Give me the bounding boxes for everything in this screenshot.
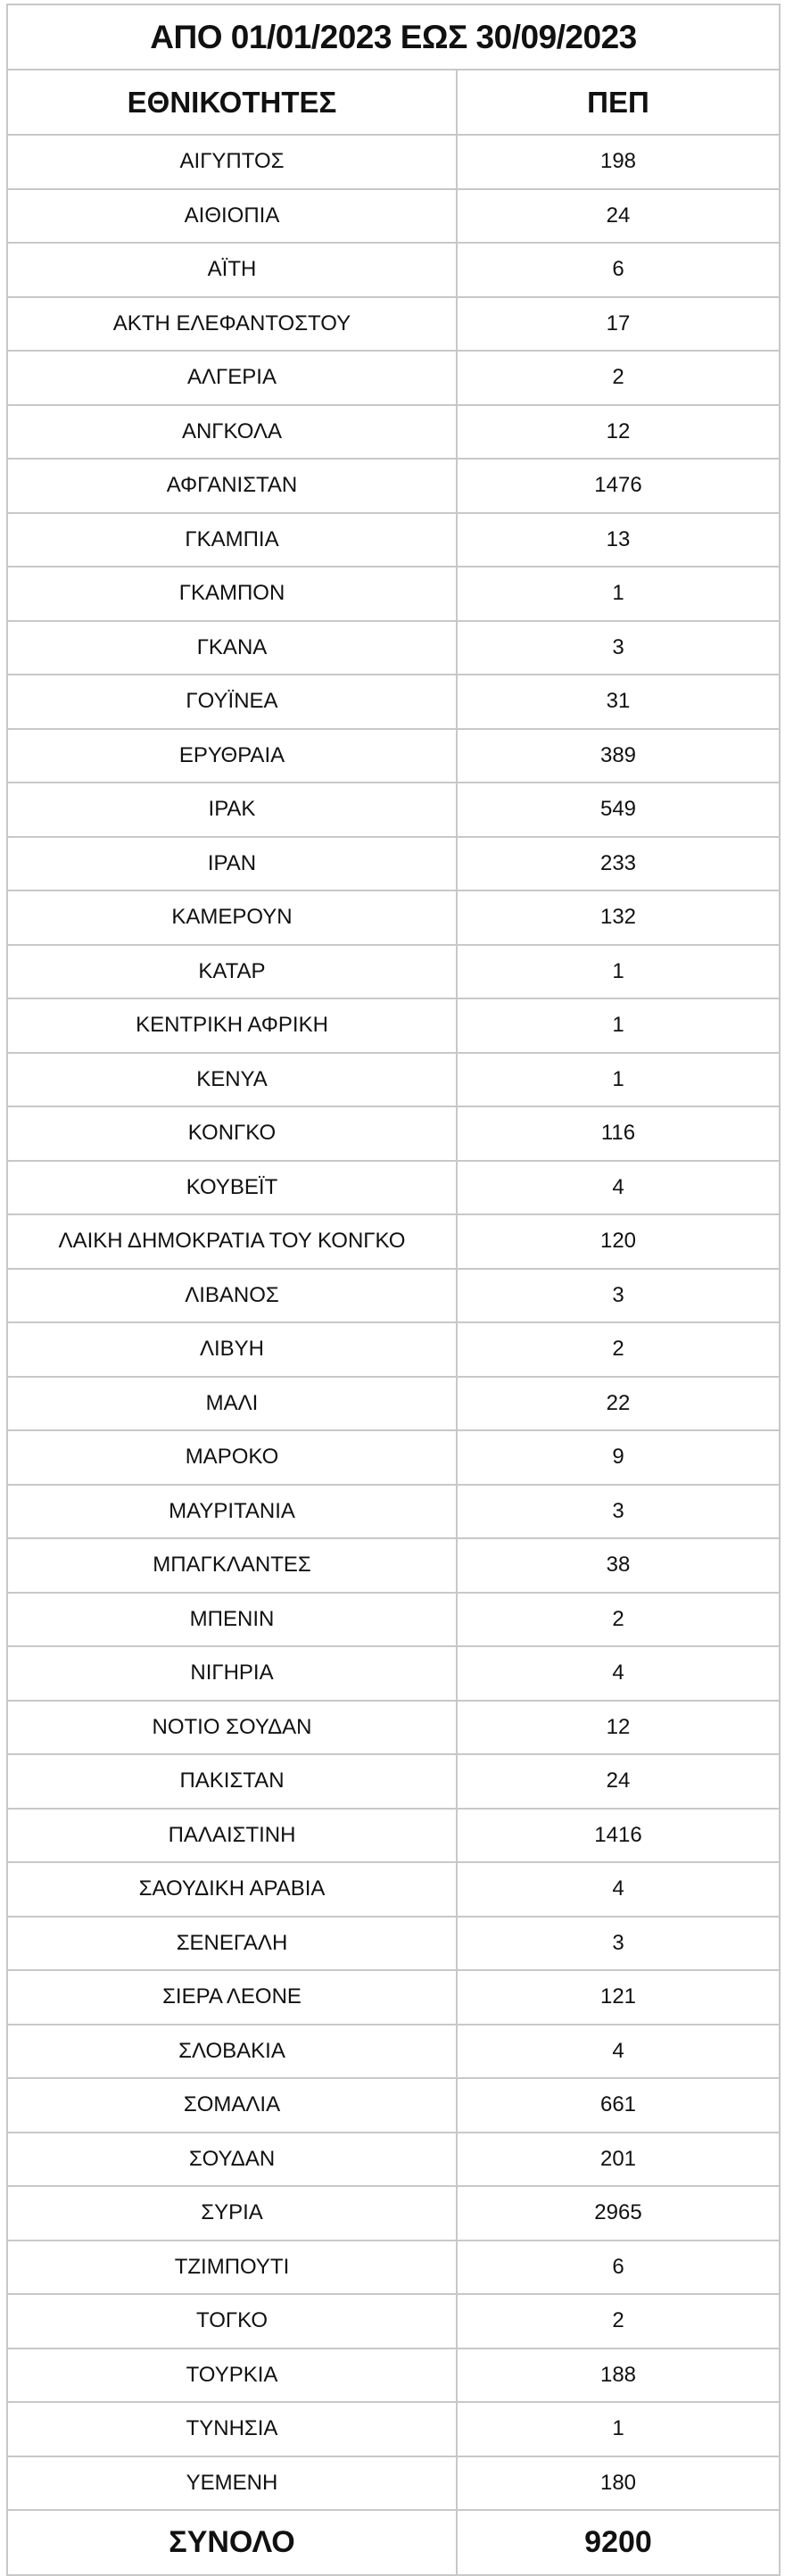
- nationality-cell: ΚΕΝΤΡΙΚΗ ΑΦΡΙΚΗ: [7, 998, 457, 1053]
- count-cell: 2965: [457, 2186, 780, 2241]
- nationality-cell: ΣΙΕΡΑ ΛΕΟΝΕ: [7, 1970, 457, 2025]
- nationality-cell: ΠΑΚΙΣΤΑΝ: [7, 1754, 457, 1809]
- table-row: [7, 2241, 780, 2295]
- table-row: [7, 1106, 780, 1161]
- table-row: [7, 945, 780, 999]
- count-cell: 31: [457, 675, 780, 729]
- table-row: [7, 189, 780, 244]
- count-cell: 38: [457, 1538, 780, 1593]
- nationality-cell: ΛΙΒΑΝΟΣ: [7, 1269, 457, 1323]
- table-row: [7, 2078, 780, 2133]
- table-row: [7, 1322, 780, 1377]
- count-cell: 3: [457, 1485, 780, 1539]
- table-row: [7, 998, 780, 1053]
- nationality-cell: ΛΑΙΚΗ ΔΗΜΟΚΡΑΤΙΑ ΤΟΥ ΚΟΝΓΚΟ: [7, 1214, 457, 1269]
- count-cell: 22: [457, 1377, 780, 1431]
- nationality-cell: ΓΚΑΝΑ: [7, 621, 457, 675]
- nationality-cell: ΚΑΤΑΡ: [7, 945, 457, 999]
- count-cell: 120: [457, 1214, 780, 1269]
- nationality-cell: ΓΚΑΜΠΙΑ: [7, 513, 457, 567]
- nationality-cell: ΣΥΡΙΑ: [7, 2186, 457, 2241]
- table-row: [7, 621, 780, 675]
- table-row: [7, 243, 780, 297]
- count-cell: 1: [457, 945, 780, 999]
- count-cell: 4: [457, 1862, 780, 1917]
- table-row: [7, 2348, 780, 2403]
- nationality-cell: ΙΡΑΝ: [7, 837, 457, 891]
- table-row: [7, 1430, 780, 1485]
- nationality-cell: ΕΡΥΘΡΑΙΑ: [7, 729, 457, 783]
- nationality-cell: ΣΟΜΑΛΙΑ: [7, 2078, 457, 2133]
- title-row: [7, 4, 780, 70]
- count-cell: 6: [457, 2241, 780, 2295]
- count-cell: 1: [457, 2402, 780, 2456]
- count-cell: 2: [457, 351, 780, 405]
- count-cell: 17: [457, 297, 780, 352]
- count-cell: 2: [457, 1593, 780, 1647]
- header-row: [7, 70, 780, 135]
- table-row: [7, 2133, 780, 2187]
- table-row: [7, 297, 780, 352]
- count-cell: 2: [457, 1322, 780, 1377]
- count-cell: 389: [457, 729, 780, 783]
- table-row: [7, 1161, 780, 1215]
- table-row: [7, 1646, 780, 1701]
- table-row: [7, 729, 780, 783]
- table-row: [7, 2186, 780, 2241]
- nationality-cell: ΥΕΜΕΝΗ: [7, 2456, 457, 2511]
- nationality-cell: ΑΪΤΗ: [7, 243, 457, 297]
- table-row: [7, 890, 780, 945]
- count-cell: 121: [457, 1970, 780, 2025]
- count-cell: 198: [457, 135, 780, 189]
- nationality-cell: ΜΑΡΟΚΟ: [7, 1430, 457, 1485]
- count-cell: 12: [457, 1701, 780, 1755]
- table-row: [7, 1214, 780, 1269]
- count-cell: 3: [457, 1917, 780, 1971]
- table-row: [7, 1269, 780, 1323]
- nationality-cell: ΜΠΑΓΚΛΑΝΤΕΣ: [7, 1538, 457, 1593]
- table-row: [7, 1917, 780, 1971]
- nationality-cell: ΣΛΟΒΑΚΙΑ: [7, 2025, 457, 2079]
- count-cell: 3: [457, 1269, 780, 1323]
- nationality-cell: ΑΝΓΚΟΛΑ: [7, 405, 457, 460]
- table-row: [7, 2402, 780, 2456]
- table-row: [7, 837, 780, 891]
- nationality-cell: ΜΑΛΙ: [7, 1377, 457, 1431]
- table-row: [7, 1593, 780, 1647]
- nationality-cell: ΝΙΓΗΡΙΑ: [7, 1646, 457, 1701]
- nationality-cell: ΤΥΝΗΣΙΑ: [7, 2402, 457, 2456]
- count-cell: 3: [457, 621, 780, 675]
- nationality-cell: ΚΑΜΕΡΟΥΝ: [7, 890, 457, 945]
- table-row: [7, 2294, 780, 2348]
- table-row: [7, 1538, 780, 1593]
- nationality-cell: ΑΦΓΑΝΙΣΤΑΝ: [7, 459, 457, 513]
- nationality-cell: ΑΚΤΗ ΕΛΕΦΑΝΤΟΣΤΟΥ: [7, 297, 457, 352]
- count-cell: 12: [457, 405, 780, 460]
- count-cell: 4: [457, 1161, 780, 1215]
- count-cell: 2: [457, 2294, 780, 2348]
- count-cell: 1: [457, 567, 780, 621]
- nationality-cell: ΜΑΥΡΙΤΑΝΙΑ: [7, 1485, 457, 1539]
- nationality-cell: ΑΛΓΕΡΙΑ: [7, 351, 457, 405]
- nationality-cell: ΣΕΝΕΓΑΛΗ: [7, 1917, 457, 1971]
- count-cell: 24: [457, 189, 780, 244]
- nationality-cell: ΜΠΕΝΙΝ: [7, 1593, 457, 1647]
- table-row: [7, 1754, 780, 1809]
- count-cell: 1476: [457, 459, 780, 513]
- nationality-cell: ΙΡΑΚ: [7, 783, 457, 837]
- table-row: [7, 675, 780, 729]
- count-cell: 233: [457, 837, 780, 891]
- count-cell: 132: [457, 890, 780, 945]
- total-value: 9200: [457, 2510, 780, 2575]
- table-row: [7, 1485, 780, 1539]
- table-row: [7, 351, 780, 405]
- nationality-cell: ΣΑΟΥΔΙΚΗ ΑΡΑΒΙΑ: [7, 1862, 457, 1917]
- count-cell: 9: [457, 1430, 780, 1485]
- table-row: [7, 2456, 780, 2511]
- nationality-cell: ΓΟΥΪΝΕΑ: [7, 675, 457, 729]
- count-cell: 188: [457, 2348, 780, 2403]
- count-cell: 4: [457, 2025, 780, 2079]
- nationality-cell: ΠΑΛΑΙΣΤΙΝΗ: [7, 1809, 457, 1863]
- nationality-cell: ΤΟΓΚΟ: [7, 2294, 457, 2348]
- table-row: [7, 1809, 780, 1863]
- count-cell: 549: [457, 783, 780, 837]
- table-row: [7, 405, 780, 460]
- count-cell: 1: [457, 1053, 780, 1107]
- table-row: [7, 567, 780, 621]
- header-nationality: ΕΘΝΙΚΟΤΗΤΕΣ: [7, 70, 457, 135]
- count-cell: 116: [457, 1106, 780, 1161]
- header-count: ΠΕΠ: [457, 70, 780, 135]
- nationality-cell: ΑΙΓΥΠΤΟΣ: [7, 135, 457, 189]
- table-row: [7, 1862, 780, 1917]
- nationality-cell: ΚΕΝΥΑ: [7, 1053, 457, 1107]
- nationality-cell: ΣΟΥΔΑΝ: [7, 2133, 457, 2187]
- count-cell: 1416: [457, 1809, 780, 1863]
- table-row: [7, 1377, 780, 1431]
- nationality-cell: ΤΖΙΜΠΟΥΤΙ: [7, 2241, 457, 2295]
- table-row: [7, 783, 780, 837]
- count-cell: 4: [457, 1646, 780, 1701]
- count-cell: 6: [457, 243, 780, 297]
- total-row: [7, 2510, 780, 2575]
- table-title: ΑΠΟ 01/01/2023 ΕΩΣ 30/09/2023: [7, 4, 780, 70]
- count-cell: 180: [457, 2456, 780, 2511]
- nationality-cell: ΝΟΤΙΟ ΣΟΥΔΑΝ: [7, 1701, 457, 1755]
- table-row: [7, 513, 780, 567]
- nationality-cell: ΚΟΥΒΕΪΤ: [7, 1161, 457, 1215]
- table-row: [7, 135, 780, 189]
- count-cell: 661: [457, 2078, 780, 2133]
- nationality-cell: ΑΙΘΙΟΠΙΑ: [7, 189, 457, 244]
- count-cell: 201: [457, 2133, 780, 2187]
- nationality-cell: ΓΚΑΜΠΟΝ: [7, 567, 457, 621]
- table-row: [7, 459, 780, 513]
- table-row: [7, 1053, 780, 1107]
- count-cell: 24: [457, 1754, 780, 1809]
- table-row: [7, 1701, 780, 1755]
- table-row: [7, 2025, 780, 2079]
- table-row: [7, 1970, 780, 2025]
- nationality-table: [6, 4, 781, 2576]
- nationality-cell: ΛΙΒΥΗ: [7, 1322, 457, 1377]
- count-cell: 1: [457, 998, 780, 1053]
- count-cell: 13: [457, 513, 780, 567]
- total-label: ΣΥΝΟΛΟ: [7, 2510, 457, 2575]
- nationality-cell: ΚΟΝΓΚΟ: [7, 1106, 457, 1161]
- nationality-cell: ΤΟΥΡΚΙΑ: [7, 2348, 457, 2403]
